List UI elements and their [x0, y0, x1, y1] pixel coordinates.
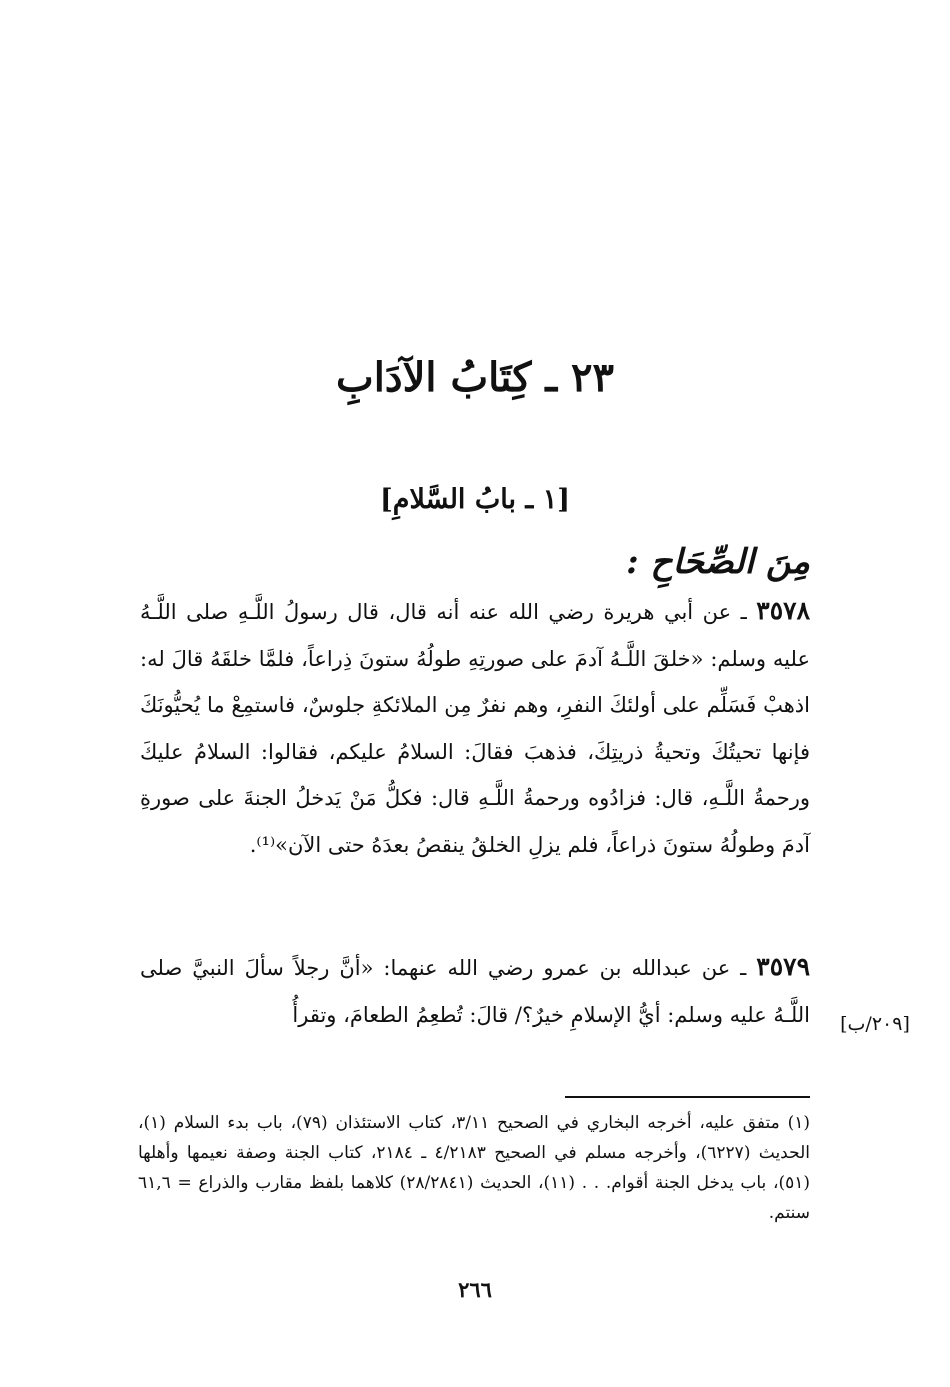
hadith-number: ٣٥٧٩: [756, 952, 810, 981]
hadith-3579: [140, 944, 810, 1038]
footnote-divider: [565, 1096, 810, 1098]
footnote: (١) متفق عليه، أخرجه البخاري في الصحيح ٣/١١، كتاب الاستئذان (٧٩)، باب بدء السلام (١)، الحديث (٦٢٢٧)، وأخرجه مسلم في الصحيح ٤/٢١٨٣ ـ ٢١٨٤، كتاب الجنة وصفة نعيمها وأهلها (٥١)، باب يدخل الجنة أقوام. . . (١١)، الحديث (٢٨/٢٨٤١) كلاهما بلفظ مقارب والذراع = ٦١,٦ سنتم.: [138, 1113, 811, 1223]
manuscript-folio-marker: [٢٠٩/ب]: [840, 1013, 910, 1035]
chapter-title: [١ ـ بابُ السَّلامِ]: [380, 484, 570, 515]
page-number: ٢٦٦: [458, 1277, 492, 1302]
source-heading: مِنَ الصِّحَاحِ :: [626, 542, 810, 582]
book-title: ٢٣ ـ كِتَابُ الآدَابِ: [336, 354, 614, 401]
hadith-3578: [140, 588, 810, 868]
hadith-text: ـ عن أبي هريرة رضي الله عنه أنه قال، قال رسولُ اللَّـهِ صلى اللَّـهُ عليه وسلم: «خلقَ اللَّـهُ آدمَ على صورتِهِ طولُهُ ستونَ ذِراعاً، فلمَّا خلقَهُ قالَ له: اذهبْ فَسَلِّم على أولئكَ النفرِ، وهم نفرٌ مِن الملائكةِ جلوسٌ، فاستمِعْ ما يُحيُّونَكَ فإنها تحيتُكَ وتحيةُ ذريتِكَ، فذهبَ فقالَ: السلامُ عليكم، فقالوا: السلامُ عليكَ ورحمةُ اللَّـهِ، قال: فزادُوه ورحمةُ اللَّـهِ قال: فكلُّ مَنْ يَدخلُ الجنةَ على صورةِ آدمَ وطولُهُ ستونَ ذراعاً، فلم يزلِ الخلقُ ينقصُ بعدَهُ حتى الآن»⁽¹⁾.: [140, 600, 810, 857]
hadith-text: ـ عن عبدالله بن عمرو رضي الله عنهما: «أنَّ رجلاً سألَ النبيَّ صلى اللَّـهُ عليه وسلم: أيُّ الإسلامِ خيرٌ؟/ قالَ: تُطعِمُ الطعامَ، وتقرأُ: [140, 956, 810, 1027]
hadith-number: ٣٥٧٨: [756, 596, 810, 625]
